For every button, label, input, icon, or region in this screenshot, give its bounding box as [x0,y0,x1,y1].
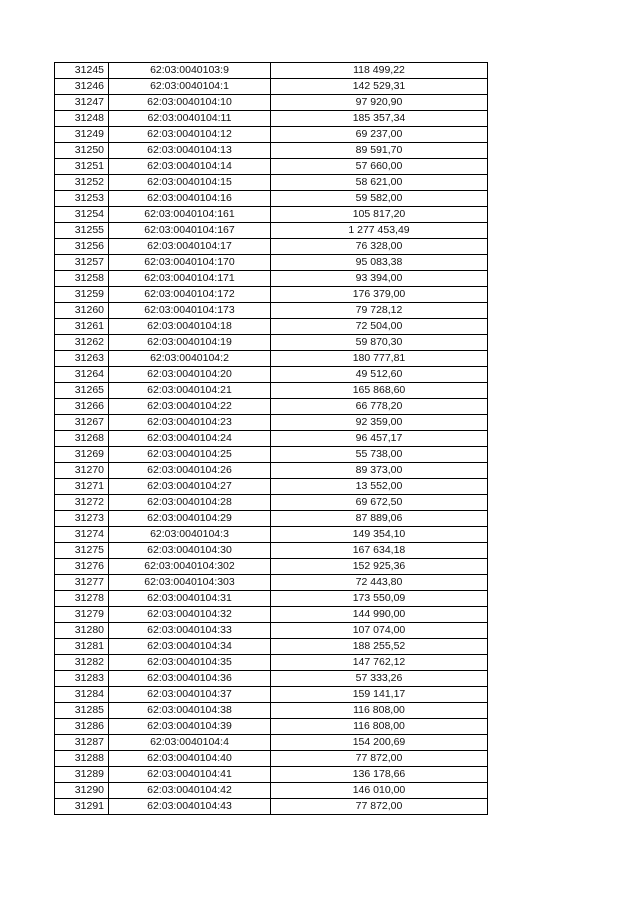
cadastral-number-cell: 62:03:0040104:2 [109,351,271,367]
table-row [55,367,488,383]
cadastral-value-cell: 69 672,50 [271,495,488,511]
table-row [55,639,488,655]
cadastral-value-cell: 147 762,12 [271,655,488,671]
cadastral-number-cell: 62:03:0040104:32 [109,607,271,623]
table-row [55,543,488,559]
cadastral-number-cell: 62:03:0040104:27 [109,479,271,495]
cadastral-number-cell: 62:03:0040104:39 [109,719,271,735]
row-number-cell: 31274 [55,527,109,543]
cadastral-number-cell: 62:03:0040104:11 [109,111,271,127]
table-row [55,671,488,687]
table-row [55,751,488,767]
cadastral-number-cell: 62:03:0040104:30 [109,543,271,559]
row-number-cell: 31264 [55,367,109,383]
cadastral-value-cell: 59 870,30 [271,335,488,351]
table-row [55,111,488,127]
cadastral-value-cell: 72 443,80 [271,575,488,591]
table-row [55,63,488,79]
cadastral-value-cell: 77 872,00 [271,751,488,767]
cadastral-value-cell: 173 550,09 [271,591,488,607]
cadastral-value-cell: 188 255,52 [271,639,488,655]
row-number-cell: 31284 [55,687,109,703]
cadastral-number-cell: 62:03:0040104:18 [109,319,271,335]
cadastral-number-cell: 62:03:0040104:24 [109,431,271,447]
cadastral-value-cell: 180 777,81 [271,351,488,367]
row-number-cell: 31271 [55,479,109,495]
row-number-cell: 31251 [55,159,109,175]
table-row [55,223,488,239]
cadastral-value-cell: 118 499,22 [271,63,488,79]
row-number-cell: 31270 [55,463,109,479]
table-row [55,239,488,255]
row-number-cell: 31280 [55,623,109,639]
row-number-cell: 31254 [55,207,109,223]
table-row [55,623,488,639]
cadastral-value-cell: 93 394,00 [271,271,488,287]
table-row [55,783,488,799]
cadastral-value-cell: 105 817,20 [271,207,488,223]
cadastral-number-cell: 62:03:0040104:41 [109,767,271,783]
cadastral-value-cell: 146 010,00 [271,783,488,799]
table-row [55,303,488,319]
table-row [55,703,488,719]
cadastral-value-cell: 57 333,26 [271,671,488,687]
cadastral-value-cell: 79 728,12 [271,303,488,319]
cadastral-number-cell: 62:03:0040104:40 [109,751,271,767]
cadastral-value-cell: 96 457,17 [271,431,488,447]
row-number-cell: 31291 [55,799,109,815]
row-number-cell: 31246 [55,79,109,95]
row-number-cell: 31255 [55,223,109,239]
row-number-cell: 31248 [55,111,109,127]
table-row [55,527,488,543]
cadastral-value-cell: 72 504,00 [271,319,488,335]
cadastral-value-cell: 77 872,00 [271,799,488,815]
table-row [55,767,488,783]
table-row [55,287,488,303]
row-number-cell: 31272 [55,495,109,511]
cadastral-number-cell: 62:03:0040104:21 [109,383,271,399]
table-row [55,687,488,703]
row-number-cell: 31283 [55,671,109,687]
row-number-cell: 31257 [55,255,109,271]
cadastral-value-cell: 49 512,60 [271,367,488,383]
table-row [55,479,488,495]
row-number-cell: 31260 [55,303,109,319]
cadastral-value-cell: 1 277 453,49 [271,223,488,239]
table-row [55,255,488,271]
table-row [55,447,488,463]
cadastral-number-cell: 62:03:0040104:22 [109,399,271,415]
table-row [55,735,488,751]
cadastral-value-cell: 107 074,00 [271,623,488,639]
table-row [55,95,488,111]
row-number-cell: 31262 [55,335,109,351]
cadastral-number-cell: 62:03:0040104:167 [109,223,271,239]
cadastral-value-cell: 142 529,31 [271,79,488,95]
cadastral-value-cell: 66 778,20 [271,399,488,415]
table-row [55,319,488,335]
row-number-cell: 31258 [55,271,109,287]
cadastral-number-cell: 62:03:0040104:15 [109,175,271,191]
cadastral-number-cell: 62:03:0040104:13 [109,143,271,159]
row-number-cell: 31247 [55,95,109,111]
row-number-cell: 31268 [55,431,109,447]
row-number-cell: 31285 [55,703,109,719]
row-number-cell: 31267 [55,415,109,431]
cadastral-number-cell: 62:03:0040104:12 [109,127,271,143]
cadastral-number-cell: 62:03:0040104:16 [109,191,271,207]
cadastral-number-cell: 62:03:0040104:1 [109,79,271,95]
cadastral-number-cell: 62:03:0040104:172 [109,287,271,303]
cadastral-number-cell: 62:03:0040104:25 [109,447,271,463]
cadastral-number-cell: 62:03:0040104:31 [109,591,271,607]
table-row [55,143,488,159]
table-row [55,159,488,175]
cadastral-number-cell: 62:03:0040104:28 [109,495,271,511]
cadastral-value-cell: 55 738,00 [271,447,488,463]
table-row [55,335,488,351]
row-number-cell: 31252 [55,175,109,191]
table-row [55,463,488,479]
row-number-cell: 31286 [55,719,109,735]
cadastral-value-cell: 167 634,18 [271,543,488,559]
row-number-cell: 31256 [55,239,109,255]
table-row [55,431,488,447]
row-number-cell: 31265 [55,383,109,399]
cadastral-number-cell: 62:03:0040104:42 [109,783,271,799]
row-number-cell: 31287 [55,735,109,751]
cadastral-number-cell: 62:03:0040104:17 [109,239,271,255]
table-body [55,63,488,815]
cadastral-value-cell: 165 868,60 [271,383,488,399]
cadastral-number-cell: 62:03:0040104:161 [109,207,271,223]
cadastral-value-cell: 97 920,90 [271,95,488,111]
table-row [55,799,488,815]
cadastral-value-cell: 136 178,66 [271,767,488,783]
table-row [55,575,488,591]
cadastral-number-cell: 62:03:0040104:43 [109,799,271,815]
cadastral-number-cell: 62:03:0040104:4 [109,735,271,751]
row-number-cell: 31289 [55,767,109,783]
table-row [55,495,488,511]
row-number-cell: 31261 [55,319,109,335]
cadastral-value-cell: 76 328,00 [271,239,488,255]
cadastral-value-cell: 89 373,00 [271,463,488,479]
table-row [55,415,488,431]
row-number-cell: 31273 [55,511,109,527]
row-number-cell: 31279 [55,607,109,623]
row-number-cell: 31290 [55,783,109,799]
cadastral-value-cell: 92 359,00 [271,415,488,431]
cadastral-value-cell: 58 621,00 [271,175,488,191]
row-number-cell: 31282 [55,655,109,671]
table-row [55,127,488,143]
cadastral-number-cell: 62:03:0040104:36 [109,671,271,687]
cadastral-number-cell: 62:03:0040104:34 [109,639,271,655]
cadastral-number-cell: 62:03:0040104:3 [109,527,271,543]
cadastral-number-cell: 62:03:0040104:33 [109,623,271,639]
row-number-cell: 31263 [55,351,109,367]
cadastral-number-cell: 62:03:0040104:29 [109,511,271,527]
cadastral-number-cell: 62:03:0040104:38 [109,703,271,719]
table-row [55,607,488,623]
cadastral-value-cell: 185 357,34 [271,111,488,127]
row-number-cell: 31269 [55,447,109,463]
row-number-cell: 31245 [55,63,109,79]
cadastral-value-cell: 159 141,17 [271,687,488,703]
table-row [55,511,488,527]
cadastral-number-cell: 62:03:0040104:173 [109,303,271,319]
row-number-cell: 31278 [55,591,109,607]
table-row [55,351,488,367]
cadastral-value-cell: 87 889,06 [271,511,488,527]
cadastral-value-cell: 154 200,69 [271,735,488,751]
row-number-cell: 31259 [55,287,109,303]
table-row [55,719,488,735]
cadastral-number-cell: 62:03:0040104:14 [109,159,271,175]
row-number-cell: 31281 [55,639,109,655]
table-row [55,383,488,399]
cadastral-value-cell: 59 582,00 [271,191,488,207]
cadastral-value-cell: 152 925,36 [271,559,488,575]
table-row [55,191,488,207]
cadastral-value-cell: 13 552,00 [271,479,488,495]
cadastral-value-cell: 116 808,00 [271,719,488,735]
row-number-cell: 31250 [55,143,109,159]
cadastral-number-cell: 62:03:0040103:9 [109,63,271,79]
table-row [55,655,488,671]
row-number-cell: 31266 [55,399,109,415]
table-row [55,271,488,287]
cadastral-value-cell: 144 990,00 [271,607,488,623]
row-number-cell: 31288 [55,751,109,767]
table-row [55,399,488,415]
row-number-cell: 31275 [55,543,109,559]
cadastral-number-cell: 62:03:0040104:19 [109,335,271,351]
cadastral-number-cell: 62:03:0040104:171 [109,271,271,287]
cadastral-number-cell: 62:03:0040104:37 [109,687,271,703]
cadastral-value-cell: 116 808,00 [271,703,488,719]
cadastral-number-cell: 62:03:0040104:170 [109,255,271,271]
table-row [55,79,488,95]
cadastral-number-cell: 62:03:0040104:26 [109,463,271,479]
row-number-cell: 31277 [55,575,109,591]
cadastral-value-cell: 69 237,00 [271,127,488,143]
cadastral-value-cell: 57 660,00 [271,159,488,175]
cadastral-number-cell: 62:03:0040104:303 [109,575,271,591]
cadastral-value-cell: 149 354,10 [271,527,488,543]
cadastral-value-cell: 89 591,70 [271,143,488,159]
cadastral-value-cell: 95 083,38 [271,255,488,271]
cadastral-number-cell: 62:03:0040104:10 [109,95,271,111]
cadastral-number-cell: 62:03:0040104:23 [109,415,271,431]
table-row [55,559,488,575]
cadastral-number-cell: 62:03:0040104:35 [109,655,271,671]
row-number-cell: 31253 [55,191,109,207]
row-number-cell: 31249 [55,127,109,143]
cadastral-value-table [54,62,488,815]
table-row [55,175,488,191]
cadastral-number-cell: 62:03:0040104:302 [109,559,271,575]
table-row [55,207,488,223]
row-number-cell: 31276 [55,559,109,575]
cadastral-value-cell: 176 379,00 [271,287,488,303]
cadastral-number-cell: 62:03:0040104:20 [109,367,271,383]
table-row [55,591,488,607]
